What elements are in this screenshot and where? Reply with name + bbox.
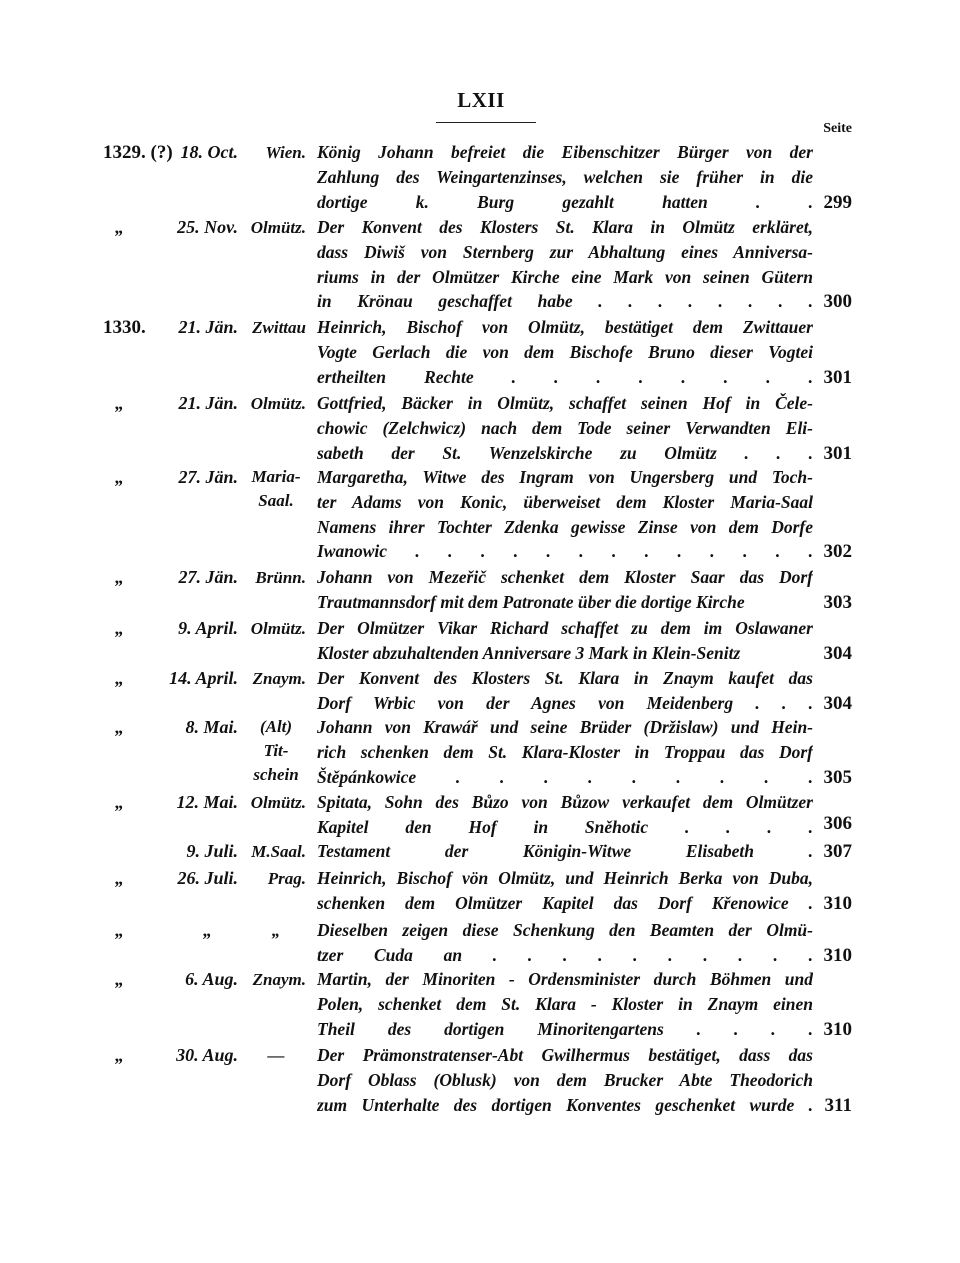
entry-text-line: Dorf Wrbic von der Agnes von Meidenberg . . . xyxy=(317,692,813,713)
entry-text-line: schenken dem Olmützer Kapitel das Dorf Křenowice . xyxy=(317,892,813,913)
entry-date: „ xyxy=(203,920,212,940)
entry-page-number: 310 xyxy=(823,1018,852,1040)
entry-text-line: chowic (Zelchwicz) nach dem Tode seiner Verwandten Eli- xyxy=(317,417,813,438)
page-number: LXII xyxy=(457,88,505,112)
entry-text xyxy=(317,391,813,465)
entry-year: 1329. (?) xyxy=(103,142,173,163)
entry-text-line: Der Prämonstratenser-Abt Gwilhermus bestätiget, dass das xyxy=(317,1045,813,1065)
entry-date: 9. April. xyxy=(178,618,238,638)
entry-place: M.Saal. xyxy=(251,842,306,861)
entry-date: 9. Juli. xyxy=(186,841,238,861)
entry-ditto-mark: „ xyxy=(115,920,124,940)
entry-place: Znaym. xyxy=(252,669,306,688)
entry-date: 21. Jän. xyxy=(178,393,238,413)
entry-year: 1330. xyxy=(103,317,146,338)
entry-page-number: 301 xyxy=(823,442,852,464)
entry-place: Olmütz. xyxy=(250,793,306,812)
entry-place: Wien. xyxy=(265,143,306,162)
entry-place: Olmütz. xyxy=(250,218,306,237)
entry-text-line: Kapitel den Hof in Sněhotic . . . . xyxy=(317,816,813,837)
entry-text xyxy=(317,465,813,564)
entry-ditto-mark: „ xyxy=(115,1045,124,1065)
entry-page-number: 310 xyxy=(823,892,852,914)
entry-text-line: tzer Cuda an . . . . . . . . . . xyxy=(317,944,813,965)
entry-ditto-mark: „ xyxy=(115,717,124,737)
entry-text-line: Martin, der Minoriten - Ordensminister durch Böhmen und xyxy=(317,969,813,989)
entry-date: 27. Jän. xyxy=(178,567,238,587)
entry-text xyxy=(317,140,813,214)
entry-text xyxy=(317,215,813,314)
entry-text xyxy=(317,315,813,389)
entry-place: — xyxy=(267,1046,285,1065)
entry-date: 27. Jän. xyxy=(178,467,238,487)
entry-ditto-mark: „ xyxy=(115,792,124,812)
entry-text xyxy=(317,565,813,615)
entry-page-number: 307 xyxy=(823,841,852,862)
seite-column-label: Seite xyxy=(823,121,852,136)
entry-page-number: 304 xyxy=(823,642,852,664)
entry-date: 8. Mai. xyxy=(185,717,238,737)
entry-date: 6. Aug. xyxy=(185,969,238,989)
entry-text-line: dortige k. Burg gezahlt hatten . . xyxy=(317,191,813,212)
entry-place: Prag. xyxy=(267,869,306,888)
entry-date: 12. Mai. xyxy=(176,792,238,812)
entry-place: Zwittau xyxy=(252,318,306,337)
entry-text-line: Štěpánkowice . . . . . . . . . xyxy=(317,766,813,787)
entry-text-line: riums in der Olmützer Kirche eine Mark von seinen Gütern xyxy=(317,266,813,287)
entry-ditto-mark: „ xyxy=(115,668,124,688)
entry-text xyxy=(317,967,813,1041)
entry-text-line: Trautmannsdorf mit dem Patronate über die dortige Kirche xyxy=(317,591,745,612)
entry-text-line: Johann von Krawář und seine Brüder (Držislaw) und Hein- xyxy=(317,717,813,737)
entry-place: (Alt) Tit- schein xyxy=(253,717,299,784)
entry-text-line: Testament der Königin-Witwe Elisabeth . xyxy=(317,841,813,861)
entry-text xyxy=(317,866,813,916)
entry-place: „ xyxy=(271,921,281,940)
entry-text-line: ertheilten Rechte . . . . . . . . xyxy=(317,366,813,387)
entry-place: Znaym. xyxy=(252,970,306,989)
entry-ditto-mark: „ xyxy=(115,868,124,888)
entry-text-line: rich schenken dem St. Klara-Kloster in Troppau das Dorf xyxy=(317,741,813,762)
entry-text-line: dass Diwiš von Sternberg zur Abhaltung eines Anniversa- xyxy=(317,241,813,262)
entry-text-line: Gottfried, Bäcker in Olmütz, schaffet seinen Hof in Čele- xyxy=(317,393,813,413)
entry-text-line: Spitata, Sohn des Bůzo von Bůzow verkaufet dem Olmützer xyxy=(317,792,813,812)
entry-ditto-mark: „ xyxy=(115,393,124,413)
entry-page-number: 299 xyxy=(823,191,852,213)
entry-text-line: Der Konvent des Klosters St. Klara in Olmütz erkläret, xyxy=(317,217,813,237)
entry-place: Brünn. xyxy=(255,568,306,587)
entry-text-line: Vogte Gerlach die von dem Bischofe Bruno dieser Vogtei xyxy=(317,341,813,362)
entry-text-line: Theil des dortigen Minoritengartens . . . . xyxy=(317,1018,813,1039)
entry-date: 26. Juli. xyxy=(177,868,238,888)
entry-text-line: Dorf Oblass (Oblusk) von dem Brucker Abte Theodorich xyxy=(317,1069,813,1090)
entry-text-line: Kloster abzuhaltenden Anniversare 3 Mark in Klein-Senitz xyxy=(317,642,741,663)
entry-page-number: 306 xyxy=(823,812,852,834)
entry-text-line: sabeth der St. Wenzelskirche zu Olmütz . . . xyxy=(317,442,813,463)
entry-text-line: Der Olmützer Vikar Richard schaffet zu dem im Oslawaner xyxy=(317,618,813,638)
entry-ditto-mark: „ xyxy=(115,618,124,638)
entry-text-line: Polen, schenket dem St. Klara - Kloster in Znaym einen xyxy=(317,993,813,1014)
entry-text-line: Zahlung des Weingartenzinses, welchen sie früher in die xyxy=(317,166,813,187)
entry-text xyxy=(317,918,813,968)
entry-text-line: Namens ihrer Tochter Zdenka gewisse Zinse von dem Dorfe xyxy=(317,516,813,537)
entry-text-line: Margaretha, Witwe des Ingram von Ungersberg und Toch- xyxy=(317,467,813,487)
entry-page-number: 310 xyxy=(823,944,852,966)
entry-date: 25. Nov. xyxy=(177,217,238,237)
entry-date: 18. Oct. xyxy=(180,142,238,162)
entry-date: 30. Aug. xyxy=(176,1045,238,1065)
entry-place: Olmütz. xyxy=(250,394,306,413)
entry-text xyxy=(317,666,813,716)
entry-text xyxy=(317,616,813,666)
entry-place: Maria- Saal. xyxy=(251,467,301,510)
entry-date: 21. Jän. xyxy=(178,317,238,337)
entry-place: Olmütz. xyxy=(250,619,306,638)
entry-page-number: 304 xyxy=(823,692,852,714)
entry-text-line: Heinrich, Bischof von Olmütz, bestätiget dem Zwittauer xyxy=(317,317,813,337)
entry-text-line: in Krönau geschaffet habe . . . . . . . . xyxy=(317,291,813,312)
entry-page-number: 302 xyxy=(823,541,852,563)
entry-page-number: 311 xyxy=(824,1094,852,1116)
entry-date: 14. April. xyxy=(169,668,238,688)
entry-ditto-mark: „ xyxy=(115,567,124,587)
entry-ditto-mark: „ xyxy=(115,969,124,989)
entry-page-number: 303 xyxy=(823,591,852,613)
entry-text-line: zum Unterhalte des dortigen Konventes geschenket wurde . xyxy=(317,1094,813,1115)
page-number-rule xyxy=(436,122,536,123)
entry-text-line: Heinrich, Bischof vön Olmütz, und Heinrich Berka von Duba, xyxy=(317,868,813,888)
entry-page-number: 300 xyxy=(823,291,852,313)
entry-text xyxy=(317,839,813,864)
entry-text-line: Johann von Mezeřič schenket dem Kloster Saar das Dorf xyxy=(317,567,813,587)
entry-page-number: 301 xyxy=(823,366,852,388)
entry-text-line: König Johann befreiet die Eibenschitzer Bürger von der xyxy=(317,142,813,162)
entry-text-line: ter Adams von Konic, überweiset dem Kloster Maria-Saal xyxy=(317,491,813,512)
entry-text-line: Iwanowic . . . . . . . . . . . . . xyxy=(317,541,813,562)
entry-text-line: Der Konvent des Klosters St. Klara in Znaym kaufet das xyxy=(317,668,813,688)
entry-text xyxy=(317,790,813,840)
entry-page-number: 305 xyxy=(823,766,852,788)
entry-ditto-mark: „ xyxy=(115,467,124,487)
entry-text xyxy=(317,1043,813,1117)
entry-text xyxy=(317,715,813,789)
entry-ditto-mark: „ xyxy=(115,217,124,237)
entry-text-line: Dieselben zeigen diese Schenkung den Beamten der Olmü- xyxy=(317,920,813,940)
